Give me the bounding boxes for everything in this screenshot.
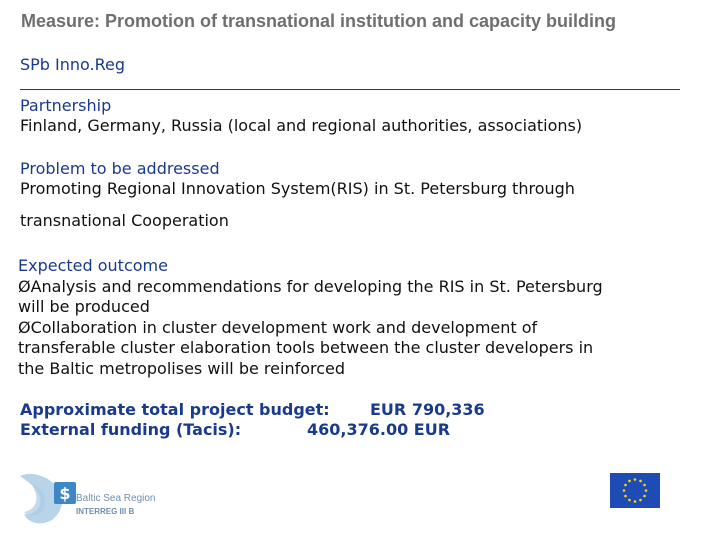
eu-star-icon	[639, 480, 642, 483]
funding-label: External funding (Tacis):	[20, 420, 242, 439]
outcome-heading: Expected outcome	[18, 256, 168, 275]
problem-line-2: transnational Cooperation	[20, 211, 229, 230]
eu-star-icon	[645, 489, 648, 492]
partnership-section	[20, 96, 582, 136]
eu-star-icon	[624, 495, 627, 498]
divider	[20, 89, 680, 90]
partnership-heading: Partnership	[20, 96, 112, 115]
bsr-line-2: INTERREG III B	[76, 507, 135, 516]
partnership-text: Finland, Germany, Russia (local and regional authorities, associations)	[20, 116, 583, 135]
outcome-bullet-1	[18, 277, 603, 298]
eu-star-icon	[634, 500, 637, 503]
project-name: SPb Inno.Reg	[20, 55, 126, 74]
problem-heading: Problem to be addressed	[20, 159, 220, 178]
bsr-interreg-logo	[12, 468, 172, 532]
bullet-arrow-icon: Ø	[18, 276, 31, 296]
eu-star-icon	[643, 484, 646, 487]
eu-flag	[610, 473, 660, 508]
eu-star-icon	[628, 499, 631, 502]
budget-total-label: Approximate total project budget:	[20, 400, 330, 419]
eu-star-icon	[624, 484, 627, 487]
outcome-line-3: Collaboration in cluster development work and development of	[30, 317, 538, 337]
outcome-line-5: the Baltic metropolises will be reinforced	[18, 358, 346, 378]
outcome-bullet-2	[18, 318, 603, 339]
outcome-line-4: transferable cluster elaboration tools between the cluster developers in	[18, 338, 594, 357]
outcome-line-2: will be produced	[18, 297, 150, 316]
bullet-arrow-icon: Ø	[18, 317, 31, 337]
problem-section	[20, 159, 575, 199]
problem-line-1: Promoting Regional Innovation System(RIS) in St. Petersburg through	[20, 179, 575, 198]
outcome-section	[18, 256, 603, 379]
budget-total-value: EUR 790,336	[370, 400, 485, 419]
bsr-line-1: Baltic Sea Region	[76, 493, 156, 504]
eu-star-icon	[628, 480, 631, 483]
svg-text:$: $	[59, 484, 71, 503]
funding-value: 460,376.00 EUR	[307, 420, 451, 439]
outcome-line-1: Analysis and recommendations for developing the RIS in St. Petersburg	[30, 276, 603, 296]
eu-star-icon	[623, 489, 626, 492]
eu-star-icon	[634, 478, 637, 481]
eu-star-icon	[639, 499, 642, 502]
eu-star-icon	[643, 495, 646, 498]
measure-title: Measure: Promotion of transnational institution and capacity building	[21, 11, 617, 31]
